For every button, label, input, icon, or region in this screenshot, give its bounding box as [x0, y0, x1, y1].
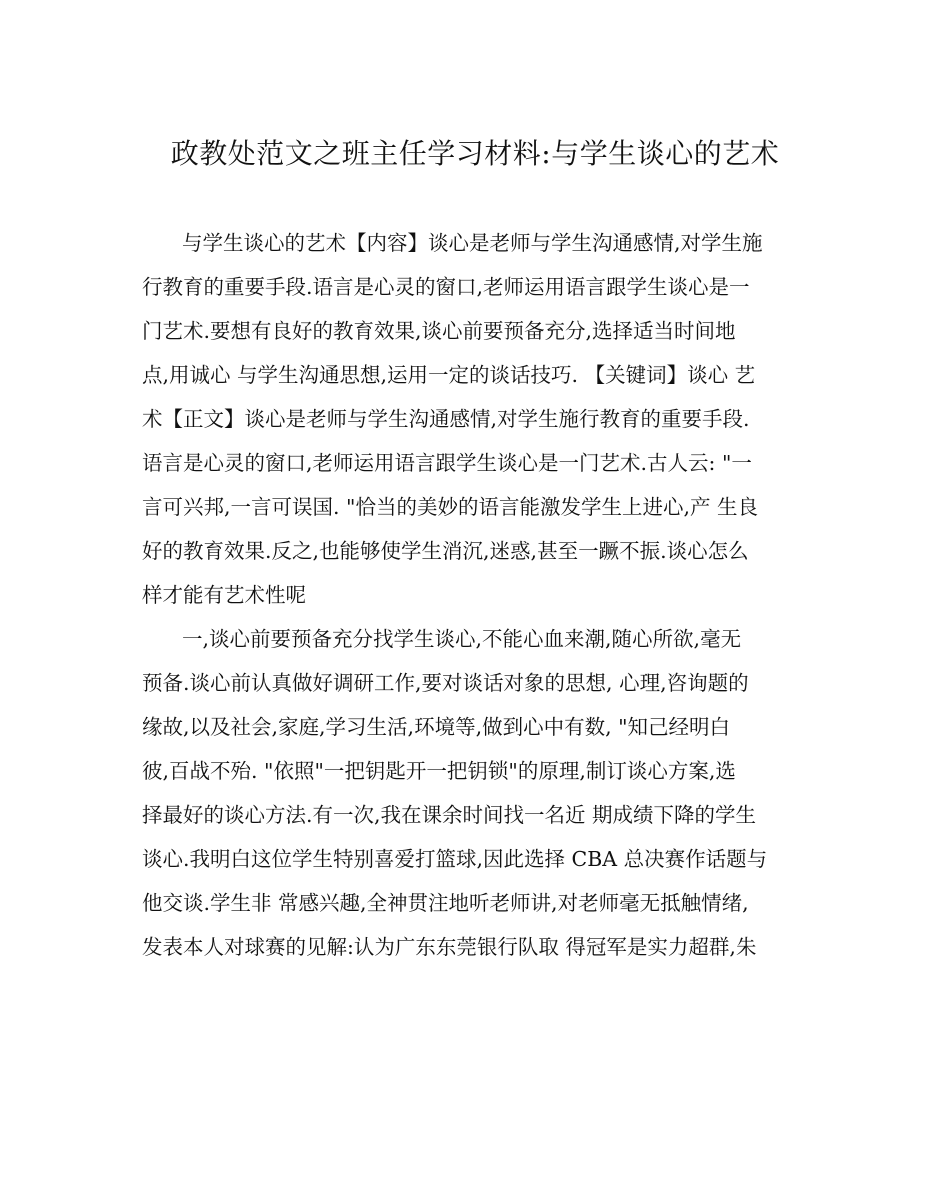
paragraph-1-line-6: 语言是心灵的窗口,老师运用语言跟学生谈心是一门艺术.古人云: "一 [142, 451, 752, 475]
paragraph-1-line-2: 行教育的重要手段.语言是心灵的窗口,老师运用语言跟学生谈心是一 [142, 275, 750, 299]
paragraph-2-line-5: 择最好的谈心方法.有一次,我在课余时间找一名近 期成绩下降的学生 [142, 803, 757, 827]
paragraph-2-line-2: 预备.谈心前认真做好调研工作,要对谈话对象的思想, 心理,咨询题的 [142, 671, 749, 695]
paragraph-1-line-3: 门艺术.要想有良好的教育效果,谈心前要预备充分,选择适当时间地 [142, 319, 736, 343]
paragraph-1-line-4: 点,用诚心 与学生沟通思想,运用一定的谈话技巧. 【关键词】谈心 艺 [142, 363, 756, 387]
paragraph-1-line-5: 术【正文】谈心是老师与学生沟通感情,对学生施行教育的重要手段. [142, 407, 750, 431]
document-title: 政教处范文之班主任学习材料:与学生谈心的艺术 [170, 137, 780, 170]
paragraph-2-line-1: 一,谈心前要预备充分找学生谈心,不能心血来潮,随心所欲,毫无 [182, 627, 742, 651]
paragraph-2-line-6: 谈心.我明白这位学生特别喜爱打篮球,因此选择 CBA 总决赛作话题与 [142, 847, 768, 871]
paragraph-1-line-1: 与学生谈心的艺术【内容】谈心是老师与学生沟通感情,对学生施 [182, 231, 763, 255]
paragraph-1-line-8: 好的教育效果.反之,也能够使学生消沉,迷惑,甚至一蹶不振.谈心怎么 [142, 539, 749, 563]
paragraph-1-line-7: 言可兴邦,一言可误国. "恰当的美妙的语言能激发学生上进心,产 生良 [142, 495, 759, 519]
document-body [142, 221, 810, 969]
paragraph-2-line-8: 发表本人对球赛的见解:认为广东东莞银行队取 得冠军是实力超群,朱 [142, 935, 757, 959]
paragraph-2-line-4: 彼,百战不殆. "依照"一把钥匙开一把钥锁"的原理,制订谈心方案,选 [142, 759, 736, 783]
paragraph-2-line-3: 缘故,以及社会,家庭,学习生活,环境等,做到心中有数, "知己经明白 [142, 715, 731, 739]
paragraph-1-line-9: 样才能有艺术性呢 [142, 583, 306, 607]
paragraph-2-line-7: 他交谈.学生非 常感兴趣,全神贯注地听老师讲,对老师毫无抵触情绪, [142, 891, 749, 915]
